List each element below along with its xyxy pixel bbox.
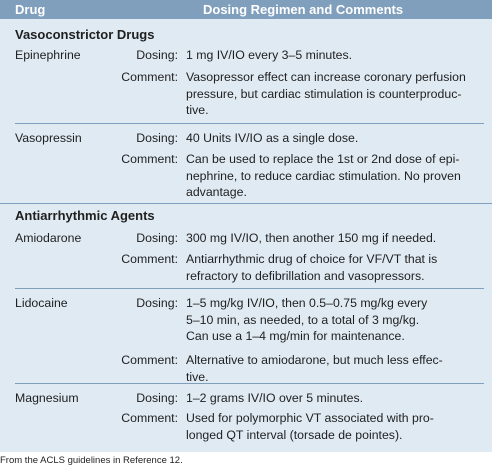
row-divider [15,288,484,289]
lidocaine-dosing-line: Can use a 1–4 mg/min for maintenance. [186,329,405,343]
lidocaine-comment-line: Alternative to amiodarone, but much less effec- [186,353,443,367]
row-divider [15,123,484,124]
lidocaine-dosing-line: 5–10 min, as needed, to a total of 3 mg/kg. [186,312,420,327]
amiodarone-dosing-line: 300 mg IV/IO, then another 150 mg if needed. [186,231,437,245]
vasopressin-comment-line: Can be used to replace the 1st or 2nd dose of epi- [186,152,460,166]
section-title-vasoconstrictor: Vasoconstrictor Drugs [15,27,155,42]
comment-label: Comment: [121,252,178,266]
comment-label: Comment: [121,70,178,84]
comment-label: Comment: [121,353,178,367]
magnesium-dosing-line: 1–2 grams IV/IO over 5 minutes. [186,391,364,405]
amiodarone-dosing [186,230,482,247]
vasopressin-dosing-line: 40 Units IV/IO as a single dose. [186,131,359,145]
lidocaine-dosing [186,295,482,345]
epinephrine-comment-line: tive. [186,103,209,117]
dosing-label: Dosing: [136,231,178,245]
magnesium-comment-line: longed QT interval (torsade de pointes). [186,427,403,442]
drug-name-vasopressin: Vasopressin [15,131,82,145]
drug-name-lidocaine: Lidocaine [15,296,68,310]
amiodarone-comment-line: Antiarrhythmic drug of choice for VF/VT that is [186,252,438,266]
drug-name-amiodarone: Amiodarone [15,231,82,245]
comment-label: Comment: [121,152,178,166]
vasopressin-comment-line: nephrine, to reduce cardiac stimulation. No proven [186,168,461,183]
epinephrine-dosing [186,47,482,64]
vasopressin-comment-line: advantage. [186,185,247,199]
amiodarone-comment-line: refractory to defibrillation and vasopressors. [186,268,425,283]
comment-label: Comment: [121,411,178,425]
epinephrine-comment [186,69,482,119]
lidocaine-comment-line: tive. [186,369,209,384]
table-header [0,0,492,19]
dosing-label: Dosing: [136,48,178,62]
header-dosing-regimen: Dosing Regimen and Comments [203,2,404,17]
epinephrine-comment-line: pressure, but cardiac stimulation is counterproduc- [186,86,462,101]
magnesium-dosing [186,390,482,407]
row-divider [15,383,484,384]
drug-name-magnesium: Magnesium [15,391,79,405]
dosing-label: Dosing: [136,131,178,145]
section-divider [0,203,492,204]
vasopressin-comment [186,151,482,201]
drug-name-epinephrine: Epinephrine [15,48,81,62]
table-footnote: From the ACLS guidelines in Reference 12. [0,455,183,466]
epinephrine-dosing-line: 1 mg IV/IO every 3–5 minutes. [186,48,353,62]
lidocaine-dosing-line: 1–5 mg/kg IV/IO, then 0.5–0.75 mg/kg every [186,296,428,310]
amiodarone-comment [186,251,482,284]
dosing-label: Dosing: [136,391,178,405]
section-title-antiarrhythmic: Antiarrhythmic Agents [15,208,155,223]
dosing-label: Dosing: [136,296,178,310]
vasopressin-dosing [186,130,482,147]
magnesium-comment-line: Used for polymorphic VT associated with pro- [186,411,434,425]
magnesium-comment [186,410,482,443]
epinephrine-comment-line: Vasopressor effect can increase coronary perfusion [186,70,466,84]
header-drug: Drug [15,2,46,17]
lidocaine-comment [186,352,482,385]
